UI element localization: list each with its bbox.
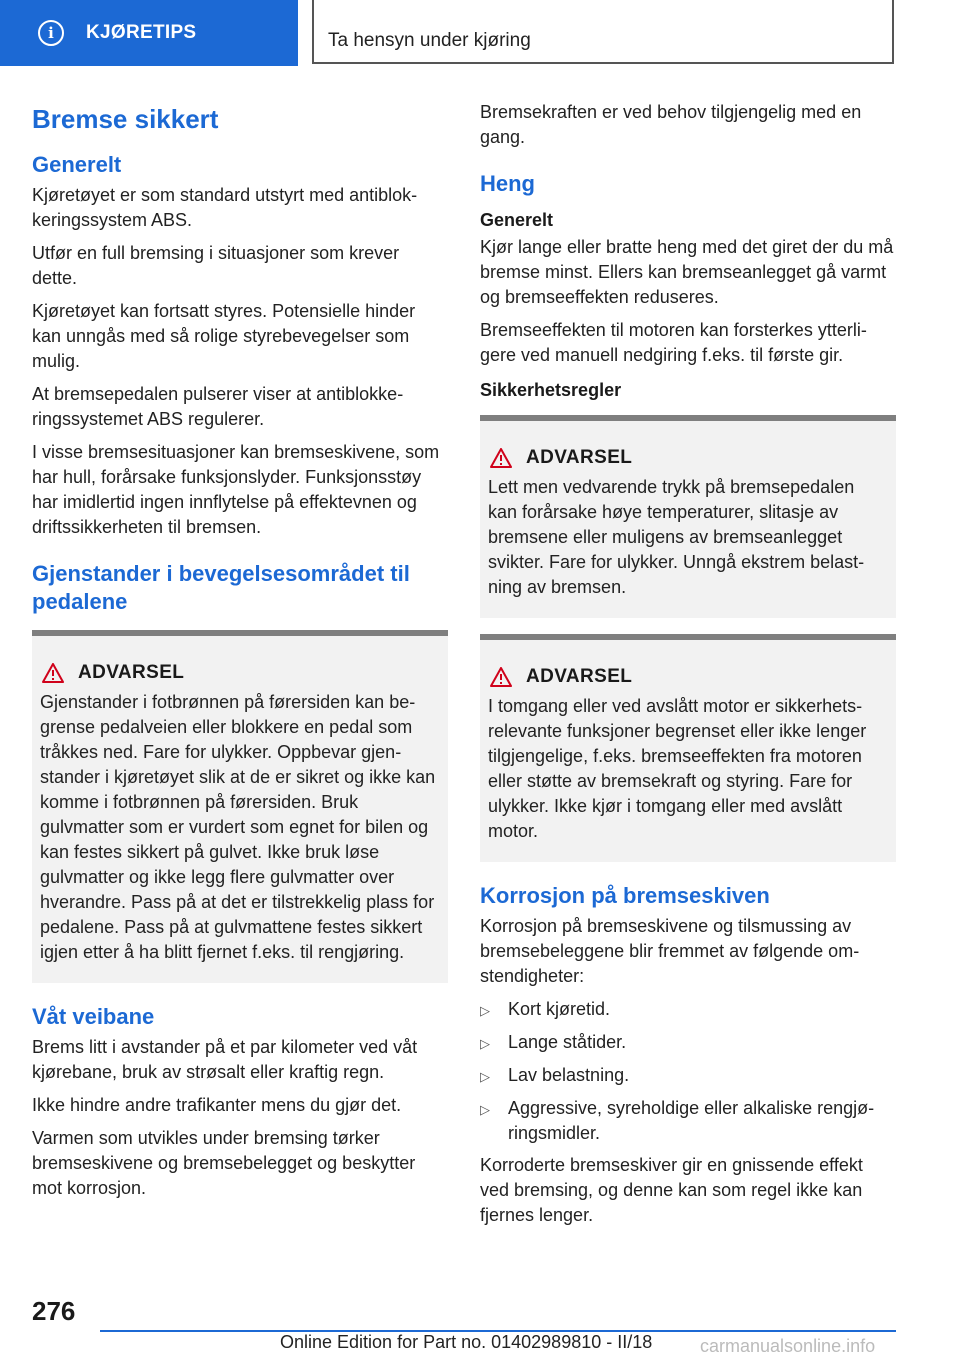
heading-generelt: Generelt: [32, 152, 122, 177]
warning-title: ADVARSEL: [78, 662, 185, 683]
warning-text: I tomgang eller ved avslått motor er sikkerhetsrelevante funksjoner begrenset eller ikke lenger tilgjengelige, f.eks. bremseeffekten fra motoren eller støtte av bremsekraft og styring. Fare for ulykker. Ikke kjør i tomgang eller med avslått motor.: [488, 696, 867, 841]
warning-header: [488, 447, 888, 469]
warning-header: [40, 662, 440, 684]
warning-text: Gjenstander i fotbrønnen på førersiden kan begrense pedalveien eller blokkere en pedal som tråkkes ned. Fare for ulykker. Oppbevar gjenstander i kjøretøyet slik at de er sikret og ikke kan komme i fotbrønnen på førersiden. Bruk gulvmatter som er vurdert som egnet for bilen og kan festes sikkert på gulvet. Ikke bruk løse gulvmatter og ikke legg flere gulvmatter over hverandre. Pass på at det er tilstrekkelig plass for pedalene. Pass på at gulvmattene festes sikkert igjen etter å ha blitt fjernet f.eks. til rengjøring.: [40, 692, 436, 962]
paragraph: Bremsekraften er ved behov tilgjengelig med en gang.: [480, 102, 862, 147]
warning-box: [480, 415, 896, 618]
watermark: carmanualsonline.info: [700, 1336, 876, 1356]
triangle-right-outline-icon: ▷: [480, 1003, 490, 1018]
paragraph: Ikke hindre andre trafikanter mens du gjør det.: [32, 1095, 402, 1115]
paragraph: Kjør lange eller bratte heng med det giret der du må bremse minst. Ellers kan bremseanlegget gå varmt og bremseeffekten reduseres.: [480, 237, 894, 307]
list-item: [480, 1063, 896, 1089]
paragraph: Kjøretøyet kan fortsatt styres. Potensielle hinder kan unngås med så rolige styrebevegelser som mulig.: [32, 301, 416, 371]
paragraph: Korroderte bremseskiver gir en gnissende effekt ved bremsing, og denne kan som regel ikke kan fjernes lenger.: [480, 1155, 863, 1225]
bullet-list: [480, 997, 896, 1146]
right-column: [480, 100, 896, 1236]
paragraph: Korrosjon på bremseskivene og tilsmussing av bremsebeleggene blir fremmet av følgende omstendigheter:: [480, 916, 860, 986]
warning-box: [32, 630, 448, 983]
section-tab: [0, 0, 298, 66]
list-item-text: Kort kjøretid.: [508, 999, 611, 1019]
triangle-right-outline-icon: ▷: [480, 1069, 490, 1084]
heading-korrosjon: Korrosjon på bremseskiven: [480, 883, 770, 908]
topic-box: [312, 0, 894, 64]
paragraph: Kjøretøyet er som standard utstyrt med antiblokkeringssystem ABS.: [32, 185, 418, 230]
warning-triangle-icon: [42, 663, 64, 683]
paragraph: I visse bremsesituasjoner kan bremseskivene, som har hull, forårsake funksjonslyder. Funksjonsstøy har imidlertid ingen innflytelse på effektevnen og driftssikkerheten til bremsen.: [32, 442, 440, 537]
footer-edition: Online Edition for Part no. 01402989810 - II/18: [280, 1332, 653, 1352]
paragraph: Brems litt i avstander på et par kilometer ved våt kjørebane, bruk av strøsalt eller kraftig regn.: [32, 1037, 418, 1082]
warning-title: ADVARSEL: [526, 666, 633, 687]
warning-triangle-icon: [490, 667, 512, 687]
page-title: Bremse sikkert: [32, 104, 219, 134]
warning-triangle-icon: [490, 448, 512, 468]
page-header: [0, 0, 960, 66]
heading-vat-veibane: Våt veibane: [32, 1004, 155, 1029]
paragraph: Bremseeffekten til motoren kan forsterkes ytterligere ved manuell nedgiring f.eks. til første gir.: [480, 320, 867, 365]
warning-header: [488, 666, 888, 688]
warning-title: ADVARSEL: [526, 447, 633, 468]
triangle-right-outline-icon: ▷: [480, 1036, 490, 1051]
paragraph: At bremsepedalen pulserer viser at antiblokkeringssystemet ABS regulerer.: [32, 384, 404, 429]
list-item-text: Aggressive, syreholdige eller alkaliske rengjøringsmidler.: [508, 1098, 875, 1143]
list-item: [480, 1096, 896, 1146]
paragraph: Varmen som utvikles under bremsing tørker bremseskivene og bremsebelegget og beskytter mot korrosjon.: [32, 1128, 416, 1198]
list-item: [480, 997, 896, 1023]
left-column: [32, 100, 448, 1209]
triangle-right-outline-icon: ▷: [480, 1102, 490, 1117]
warning-text: Lett men vedvarende trykk på bremsepedalen kan forårsake høye temperaturer, slitasje av bremsene eller muligens av bremseanlegget svikter. Fare for ulykker. Unngå ekstrem belastning av bremsen.: [488, 477, 865, 597]
topic-title: Ta hensyn under kjøring: [328, 30, 531, 51]
list-item-text: Lav belastning.: [508, 1065, 630, 1085]
warning-box: [480, 634, 896, 862]
list-item-text: Lange ståtider.: [508, 1032, 627, 1052]
list-item: [480, 1030, 896, 1056]
paragraph: Utfør en full bremsing i situasjoner som krever dette.: [32, 243, 400, 288]
info-icon: i: [38, 20, 64, 46]
heading-heng: Heng: [480, 171, 535, 196]
page-number: 276: [32, 1296, 76, 1326]
heading-gjenstander: Gjenstander i bevegelsesområdet til pedalene: [32, 561, 410, 614]
section-title: KJØRETIPS: [86, 22, 197, 43]
subheading-generelt: Generelt: [480, 210, 554, 230]
subheading-sikkerhetsregler: Sikkerhetsregler: [480, 380, 622, 400]
